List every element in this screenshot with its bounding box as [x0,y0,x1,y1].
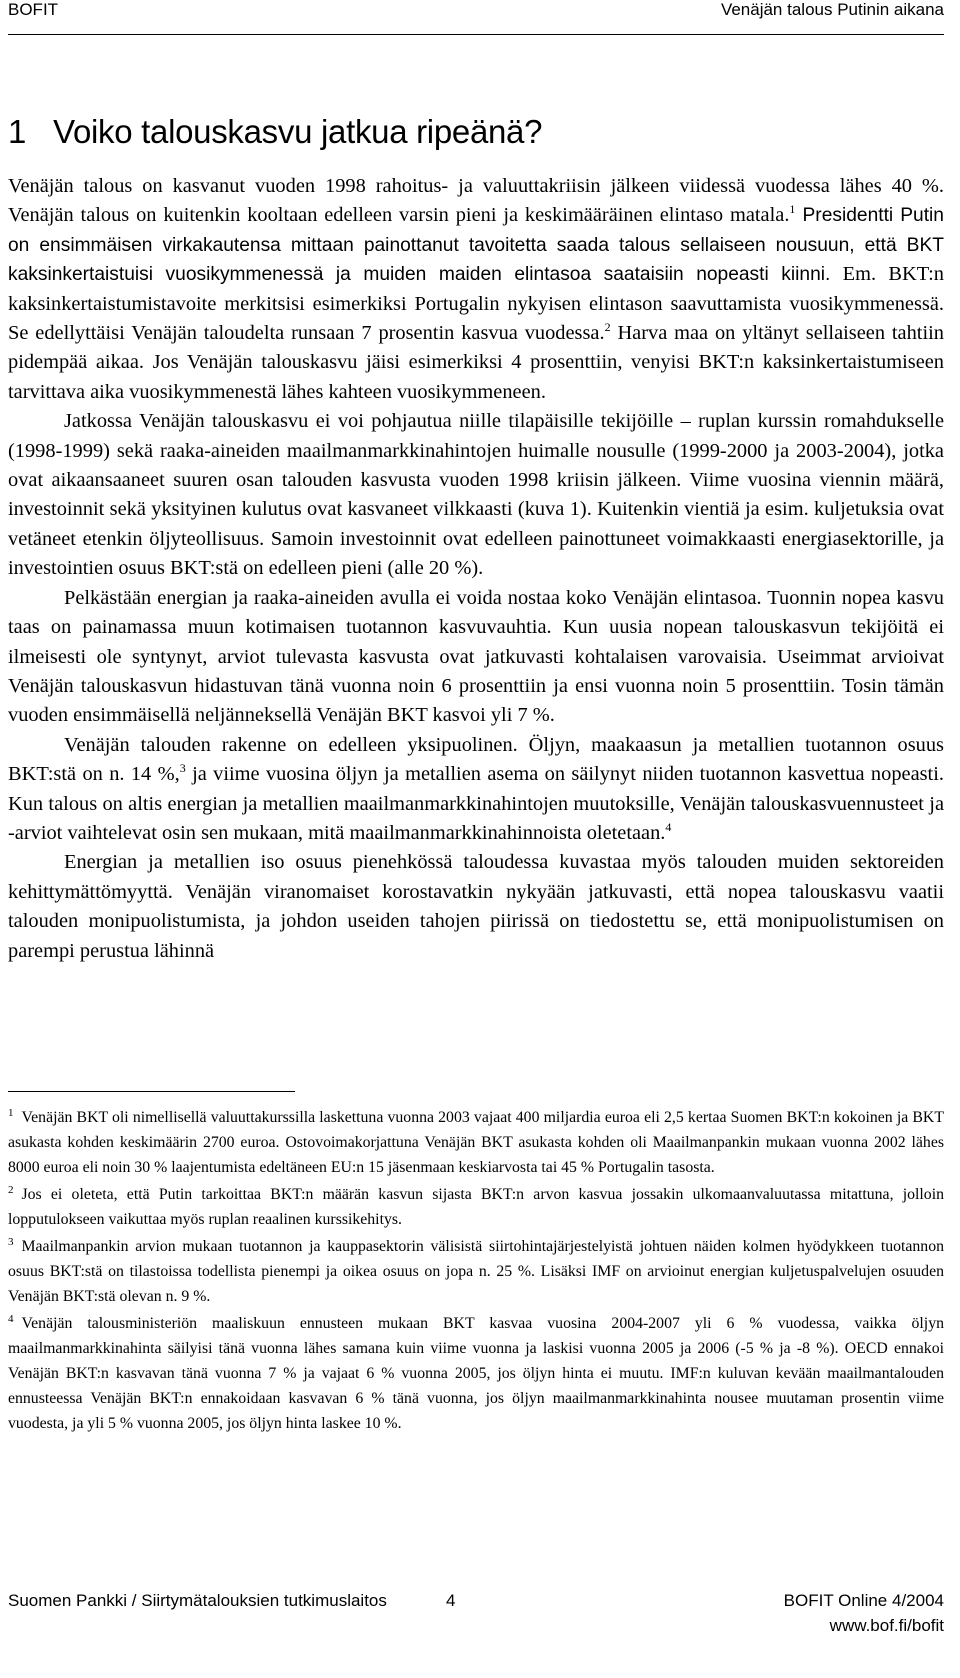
paragraph-4-part-b: ja viime vuosina öljyn ja metallien asema on säilynyt niiden tuotannon kasvettua nopeasti. Kun talous on altis energian ja metallien maailmanmarkkinahintojen muutoksille, Venäjän talouskasvuennusteet ja -arviot vaihtelevat osin sen mukaan, mitä maailmanmarkkinahinnoista oletetaan. [8,763,944,844]
paragraph-1 [8,172,944,407]
footnote-ref-3[interactable]: 3 [179,761,186,776]
header-left: BOFIT [8,0,59,19]
footnote-2 [8,1182,944,1232]
footer-publication: BOFIT Online 4/2004 [783,1591,944,1610]
footnote-3-mark: 3 [8,1235,14,1248]
header-right: Venäjän talous Putinin aikana [720,0,944,19]
footnote-ref-2[interactable]: 2 [604,320,611,335]
heading-number: 1 [8,113,27,150]
footnote-4 [8,1311,944,1436]
paragraph-1-part-c: Harva maa on yltänyt sellaiseen tahtiin pidempää aikaa. Jos Venäjän talouskasvu jäisi esimerkiksi 4 prosenttiin, venyisi BKT:n kaksinkertaistumiseen tarvittava aika vuosikymmenestä lähes kahteen vuosikymmeneen. [8,322,944,403]
footnote-2-mark: 2 [8,1183,14,1196]
footnote-1-mark: 1 [8,1106,14,1119]
footnote-2-text: Jos ei oleteta, että Putin tarkoittaa BKT:n määrän kasvun sijasta BKT:n arvon kasvua jossakin ulkomaanvaluutassa mitattuna, jolloin lopputulokseen vaikuttaa myös ruplan reaalinen kurssikehitys. [8,1186,944,1228]
paragraph-4-part-a: Venäjän talouden rakenne on edelleen yksipuolinen. Öljyn, maakaasun ja metallien tuotannon osuus BKT:stä on n. 14 %, [8,733,944,786]
footnote-ref-1[interactable]: 1 [789,202,796,217]
page-header [8,0,944,35]
paragraph-1-part-a: Venäjän talous on kasvanut vuoden 1998 rahoitus- ja valuuttakriisin jälkeen viidessä vuodessa lähes 40 %. Venäjän talous on kuitenkin kooltaan edelleen varsin pieni ja keskimääräinen elintaso matala. [8,175,944,227]
paragraph-2: Jatkossa Venäjän talouskasvu ei voi pohjautua niille tilapäisille tekijöille – ruplan kurssin romahdukselle (1998-1999) sekä raaka-aineiden maailmanmarkkinahintojen huimalle nousulle (1999-2000 ja 2003-2004), jotka ovat aikaansaaneet suuren osan talouden kasvusta vuoden 1998 kriisin jälkeen. Viime vuosina viennin määrä, investoinnit sekä yksityinen kulutus ovat kasvaneet vilkkaasti (kuva 1). Kuitenkin vientiä ja esim. kuljetuksia ovat vetäneet etenkin öljyteollisuus. Samoin investoinnit ovat edelleen painottuneet voimakkaasti energiasektorille, ja investointien osuus BKT:stä on edelleen pieni (alle 20 %). [8,410,944,580]
footer-url[interactable]: www.bof.fi/bofit [829,1616,944,1635]
paragraph-5: Energian ja metallien iso osuus pienehkössä taloudessa kuvastaa myös talouden muiden sektoreiden kehittymättömyyttä. Venäjän viranomaiset korostavatkin nykyään jatkuvasti, että nopea talouskasvu vaatii talouden monipuolistumista, ja johdon useiden tahojen piirissä on tiedostettu se, että monipuolistumisen on parempi perustua lähinnä [8,851,944,962]
section-heading [8,113,542,151]
footnote-3 [8,1234,944,1309]
footnote-1 [8,1105,944,1180]
paragraph-3: Pelkästään energian ja raaka-aineiden avulla ei voida nostaa koko Venäjän elintasoa. Tuonnin nopea kasvu taas on painamassa muun kotimaisen tuotannon kasvuvauhtia. Kun uusia nopean talouskasvun tekijöitä ei ilmeisesti ole syntynyt, arviot tulevasta kasvusta ovat jatkuvasti kohtalaisen varovaisia. Useimmat arvioivat Venäjän talouskasvun hidastuvan tänä vuonna noin 6 prosenttiin ja ensi vuonna noin 5 prosenttiin. Tosin tämän vuoden ensimmäisellä neljänneksellä Venäjän BKT kasvoi yli 7 %. [8,586,944,727]
body-text [8,172,944,966]
footnotes [8,1105,944,1438]
footnote-4-text: Venäjän talousministeriön maaliskuun ennusteen mukaan BKT kasvaa vuosina 2004-2007 yli 6 % vuodessa, vaikka öljyn maailmanmarkkinahinta säilyisi tänä vuonna lähes samana kuin viime vuonna ja laskisi vuonna 2005 ja 2006 (-5 % ja -8 %). OECD ennakoi Venäjän BKT:n kasvavan tänä vuonna 7 % ja vajaat 6 % vuonna 2005, jos öljyn hinta ei muutu. IMF:n kuluvan kevään maailmantalouden ennusteessa Venäjän BKT:n ennakoidaan kasvavan 6 % tänä vuonna, jos öljyn maailmanmarkkinahinta nousee muutaman prosentin viime vuodesta, ja yli 5 % vuonna 2005, jos öljyn hinta laskee 10 %. [8,1315,944,1432]
footnote-ref-4[interactable]: 4 [665,820,672,835]
footnote-3-text: Maailmanpankin arvion mukaan tuotannon ja kauppasektorin välisistä siirtohintajärjestelyistä johtuen näiden kolmen hyödykkeen tuotannon osuus BKT:stä on tilastoissa todellista pienempi ja oikea osuus on jopa n. 25 %. Lisäksi IMF on arvioinut energian kuljetuspalvelujen osuuden Venäjän BKT:stä olevan n. 9 %. [8,1238,944,1305]
heading-title: Voiko talouskasvu jatkua ripeänä? [53,113,543,150]
footnote-4-mark: 4 [8,1312,14,1325]
page-number: 4 [446,1591,456,1610]
paragraph-4 [8,731,944,849]
footer-left: Suomen Pankki / Siirtymätalouksien tutkimuslaitos [8,1591,387,1610]
footnote-1-text: Venäjän BKT oli nimellisellä valuuttakurssilla laskettuna vuonna 2003 vajaat 400 miljardia euroa eli 2,5 kertaa Suomen BKT:n kokoinen ja BKT asukasta kohden keskimäärin 2700 euroa. Ostovoimakorjattuna Venäjän BKT asukasta kohden oli Maailmanpankin mukaan vuonna 2002 lähes 8000 euroa eli noin 30 % laajentumista edeltäneen EU:n 15 jäsenmaan keskiarvosta tai 45 % Portugalin tasosta. [8,1109,944,1176]
footnote-separator [8,1091,295,1092]
footer-right [784,1588,944,1638]
paragraph-1-part-b: Em. BKT:n kaksinkertaistumistavoite merkitsisi esimerkiksi Portugalin nykyisen elintason saavuttamista vuosikymmenessä. Se edellyttäisi Venäjän taloudelta runsaan 7 prosentin kasvua vuodessa. [8,263,944,345]
paragraph-1-sans-part: Presidentti Putin on ensimmäisen virkakautensa mittaan painottanut tavoitetta saada talous sellaiseen nousuun, että BKT kaksinkertaistuisi vuosikymmenessä ja muiden maiden elintasoa saataisiin nopeasti kiinni. [8,205,944,286]
